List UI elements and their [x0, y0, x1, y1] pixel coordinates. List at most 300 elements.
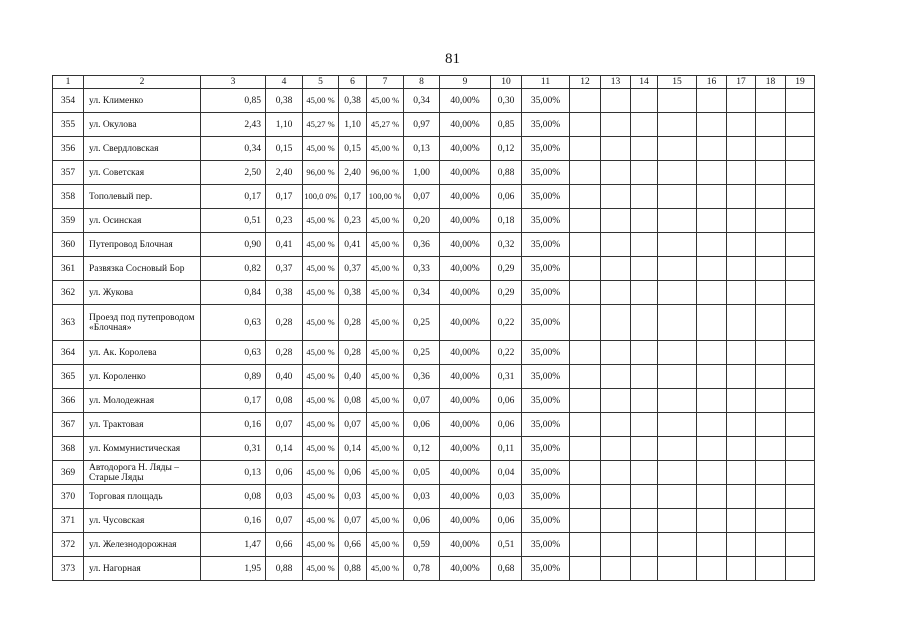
percent-col-11: 35,00%	[522, 437, 570, 461]
value-col-3: 0,34	[201, 137, 266, 161]
value-col-4: 0,38	[266, 281, 303, 305]
row-number: 365	[53, 365, 84, 389]
value-col-3: 0,51	[201, 209, 266, 233]
row-number: 354	[53, 89, 84, 113]
empty-cell-col-12	[570, 209, 601, 233]
percent-col-7: 45,00 %	[367, 281, 404, 305]
empty-cell-col-14	[631, 485, 658, 509]
column-header-9: 9	[440, 76, 491, 89]
value-col-10: 0,22	[491, 305, 522, 341]
empty-cell-col-17	[727, 137, 756, 161]
value-col-3: 1,47	[201, 533, 266, 557]
empty-cell-col-12	[570, 461, 601, 485]
column-header-7: 7	[367, 76, 404, 89]
empty-cell-col-18	[756, 113, 786, 137]
empty-cell-col-16	[697, 185, 727, 209]
empty-cell-col-14	[631, 533, 658, 557]
column-header-10: 10	[491, 76, 522, 89]
value-col-6: 0,15	[339, 137, 367, 161]
percent-col-5: 45,00 %	[303, 257, 339, 281]
empty-cell-col-19	[786, 137, 815, 161]
empty-cell-col-16	[697, 389, 727, 413]
percent-col-5: 45,00 %	[303, 461, 339, 485]
empty-cell-col-12	[570, 341, 601, 365]
percent-col-7: 96,00 %	[367, 161, 404, 185]
street-name: ул. Ак. Королева	[84, 341, 201, 365]
empty-cell-col-15	[658, 341, 697, 365]
percent-col-5: 45,00 %	[303, 533, 339, 557]
percent-col-7: 45,00 %	[367, 89, 404, 113]
empty-cell-col-19	[786, 209, 815, 233]
empty-cell-col-18	[756, 161, 786, 185]
value-col-4: 1,10	[266, 113, 303, 137]
percent-col-7: 45,00 %	[367, 137, 404, 161]
empty-cell-col-14	[631, 113, 658, 137]
empty-cell-col-17	[727, 281, 756, 305]
percent-col-9: 40,00%	[440, 161, 491, 185]
column-header-13: 13	[601, 76, 631, 89]
empty-cell-col-14	[631, 341, 658, 365]
empty-cell-col-15	[658, 437, 697, 461]
empty-cell-col-19	[786, 89, 815, 113]
empty-cell-col-17	[727, 437, 756, 461]
street-name: Проезд под путепроводом «Блочная»	[84, 305, 201, 341]
value-col-4: 0,14	[266, 437, 303, 461]
empty-cell-col-17	[727, 113, 756, 137]
street-name: ул. Окулова	[84, 113, 201, 137]
value-col-4: 0,07	[266, 413, 303, 437]
empty-cell-col-17	[727, 509, 756, 533]
empty-cell-col-18	[756, 341, 786, 365]
empty-cell-col-14	[631, 209, 658, 233]
empty-cell-col-15	[658, 209, 697, 233]
table-body	[53, 89, 815, 581]
column-header-11: 11	[522, 76, 570, 89]
value-col-6: 0,41	[339, 233, 367, 257]
value-col-6: 0,28	[339, 305, 367, 341]
street-name: ул. Трактовая	[84, 413, 201, 437]
percent-col-7: 45,00 %	[367, 341, 404, 365]
street-name: ул. Чусовская	[84, 509, 201, 533]
percent-col-9: 40,00%	[440, 509, 491, 533]
empty-cell-col-12	[570, 437, 601, 461]
empty-cell-col-17	[727, 305, 756, 341]
value-col-4: 0,08	[266, 389, 303, 413]
empty-cell-col-16	[697, 461, 727, 485]
percent-col-7: 45,00 %	[367, 533, 404, 557]
percent-col-5: 45,00 %	[303, 365, 339, 389]
value-col-10: 0,68	[491, 557, 522, 581]
empty-cell-col-18	[756, 557, 786, 581]
empty-cell-col-14	[631, 389, 658, 413]
empty-cell-col-14	[631, 365, 658, 389]
value-col-8: 0,34	[404, 89, 440, 113]
empty-cell-col-15	[658, 185, 697, 209]
empty-cell-col-14	[631, 305, 658, 341]
column-header-12: 12	[570, 76, 601, 89]
empty-cell-col-13	[601, 365, 631, 389]
value-col-8: 0,05	[404, 461, 440, 485]
empty-cell-col-12	[570, 161, 601, 185]
row-number: 366	[53, 389, 84, 413]
value-col-8: 0,07	[404, 389, 440, 413]
value-col-3: 1,95	[201, 557, 266, 581]
percent-col-5: 45,00 %	[303, 509, 339, 533]
value-col-4: 0,07	[266, 509, 303, 533]
empty-cell-col-17	[727, 233, 756, 257]
value-col-3: 0,16	[201, 413, 266, 437]
percent-col-11: 35,00%	[522, 305, 570, 341]
value-col-10: 0,88	[491, 161, 522, 185]
table-row	[53, 185, 815, 209]
table-row	[53, 305, 815, 341]
empty-cell-col-17	[727, 533, 756, 557]
empty-cell-col-15	[658, 89, 697, 113]
row-number: 363	[53, 305, 84, 341]
value-col-4: 0,17	[266, 185, 303, 209]
value-col-3: 0,89	[201, 365, 266, 389]
value-col-3: 0,82	[201, 257, 266, 281]
value-col-8: 0,59	[404, 533, 440, 557]
empty-cell-col-16	[697, 485, 727, 509]
empty-cell-col-16	[697, 89, 727, 113]
street-name: ул. Свердловская	[84, 137, 201, 161]
value-col-3: 0,63	[201, 341, 266, 365]
row-number: 362	[53, 281, 84, 305]
percent-col-9: 40,00%	[440, 257, 491, 281]
table-row	[53, 437, 815, 461]
row-number: 373	[53, 557, 84, 581]
value-col-6: 0,88	[339, 557, 367, 581]
empty-cell-col-17	[727, 389, 756, 413]
empty-cell-col-15	[658, 389, 697, 413]
empty-cell-col-13	[601, 161, 631, 185]
value-col-6: 2,40	[339, 161, 367, 185]
value-col-6: 0,40	[339, 365, 367, 389]
percent-col-7: 45,00 %	[367, 305, 404, 341]
percent-col-9: 40,00%	[440, 485, 491, 509]
value-col-3: 0,84	[201, 281, 266, 305]
value-col-3: 0,90	[201, 233, 266, 257]
percent-col-9: 40,00%	[440, 209, 491, 233]
empty-cell-col-13	[601, 185, 631, 209]
empty-cell-col-13	[601, 341, 631, 365]
empty-cell-col-15	[658, 365, 697, 389]
empty-cell-col-18	[756, 233, 786, 257]
street-name: Путепровод Блочная	[84, 233, 201, 257]
table-row	[53, 113, 815, 137]
empty-cell-col-19	[786, 305, 815, 341]
value-col-3: 0,16	[201, 509, 266, 533]
percent-col-9: 40,00%	[440, 185, 491, 209]
empty-cell-col-16	[697, 137, 727, 161]
column-header-2: 2	[84, 76, 201, 89]
empty-cell-col-15	[658, 533, 697, 557]
table-row	[53, 461, 815, 485]
value-col-8: 0,78	[404, 557, 440, 581]
percent-col-11: 35,00%	[522, 341, 570, 365]
row-number: 370	[53, 485, 84, 509]
empty-cell-col-15	[658, 281, 697, 305]
empty-cell-col-18	[756, 485, 786, 509]
percent-col-11: 35,00%	[522, 209, 570, 233]
column-header-1: 1	[53, 76, 84, 89]
value-col-3: 0,13	[201, 461, 266, 485]
value-col-6: 0,66	[339, 533, 367, 557]
value-col-6: 0,37	[339, 257, 367, 281]
percent-col-11: 35,00%	[522, 533, 570, 557]
percent-col-9: 40,00%	[440, 461, 491, 485]
table-row	[53, 137, 815, 161]
value-col-6: 0,07	[339, 509, 367, 533]
empty-cell-col-12	[570, 281, 601, 305]
percent-col-7: 45,00 %	[367, 437, 404, 461]
empty-cell-col-18	[756, 305, 786, 341]
value-col-10: 0,29	[491, 257, 522, 281]
percent-col-5: 45,00 %	[303, 437, 339, 461]
empty-cell-col-15	[658, 305, 697, 341]
empty-cell-col-16	[697, 257, 727, 281]
percent-col-5: 45,00 %	[303, 233, 339, 257]
empty-cell-col-13	[601, 281, 631, 305]
percent-col-5: 45,00 %	[303, 485, 339, 509]
row-number: 357	[53, 161, 84, 185]
empty-cell-col-17	[727, 209, 756, 233]
street-name: ул. Железнодорожная	[84, 533, 201, 557]
empty-cell-col-17	[727, 485, 756, 509]
empty-cell-col-17	[727, 185, 756, 209]
empty-cell-col-14	[631, 461, 658, 485]
empty-cell-col-17	[727, 365, 756, 389]
empty-cell-col-15	[658, 413, 697, 437]
percent-col-9: 40,00%	[440, 365, 491, 389]
value-col-8: 0,20	[404, 209, 440, 233]
street-name: ул. Осинская	[84, 209, 201, 233]
empty-cell-col-18	[756, 137, 786, 161]
street-name: ул. Советская	[84, 161, 201, 185]
column-header-15: 15	[658, 76, 697, 89]
value-col-10: 0,12	[491, 137, 522, 161]
percent-col-11: 35,00%	[522, 113, 570, 137]
value-col-8: 0,25	[404, 305, 440, 341]
table-row	[53, 509, 815, 533]
empty-cell-col-19	[786, 389, 815, 413]
empty-cell-col-19	[786, 113, 815, 137]
empty-cell-col-18	[756, 389, 786, 413]
empty-cell-col-16	[697, 557, 727, 581]
empty-cell-col-15	[658, 485, 697, 509]
percent-col-5: 45,00 %	[303, 137, 339, 161]
value-col-6: 0,03	[339, 485, 367, 509]
empty-cell-col-18	[756, 185, 786, 209]
value-col-8: 0,36	[404, 233, 440, 257]
value-col-3: 0,31	[201, 437, 266, 461]
percent-col-7: 45,00 %	[367, 257, 404, 281]
percent-col-7: 45,00 %	[367, 509, 404, 533]
empty-cell-col-16	[697, 533, 727, 557]
empty-cell-col-14	[631, 233, 658, 257]
empty-cell-col-12	[570, 113, 601, 137]
empty-cell-col-16	[697, 341, 727, 365]
value-col-10: 0,32	[491, 233, 522, 257]
value-col-6: 0,38	[339, 281, 367, 305]
percent-col-9: 40,00%	[440, 437, 491, 461]
empty-cell-col-19	[786, 341, 815, 365]
column-header-18: 18	[756, 76, 786, 89]
empty-cell-col-19	[786, 533, 815, 557]
street-name: Торговая площадь	[84, 485, 201, 509]
table-row	[53, 257, 815, 281]
value-col-4: 2,40	[266, 161, 303, 185]
percent-col-5: 100,0 0%	[303, 185, 339, 209]
empty-cell-col-19	[786, 281, 815, 305]
percent-col-7: 45,00 %	[367, 485, 404, 509]
value-col-3: 2,43	[201, 113, 266, 137]
value-col-4: 0,41	[266, 233, 303, 257]
empty-cell-col-14	[631, 413, 658, 437]
percent-col-7: 45,27 %	[367, 113, 404, 137]
empty-cell-col-17	[727, 257, 756, 281]
percent-col-11: 35,00%	[522, 233, 570, 257]
empty-cell-col-13	[601, 413, 631, 437]
value-col-8: 1,00	[404, 161, 440, 185]
percent-col-11: 35,00%	[522, 413, 570, 437]
value-col-10: 0,18	[491, 209, 522, 233]
value-col-8: 0,13	[404, 137, 440, 161]
empty-cell-col-18	[756, 509, 786, 533]
value-col-6: 0,07	[339, 413, 367, 437]
empty-cell-col-14	[631, 185, 658, 209]
column-header-17: 17	[727, 76, 756, 89]
empty-cell-col-18	[756, 461, 786, 485]
empty-cell-col-16	[697, 233, 727, 257]
empty-cell-col-19	[786, 509, 815, 533]
value-col-10: 0,30	[491, 89, 522, 113]
empty-cell-col-12	[570, 257, 601, 281]
empty-cell-col-12	[570, 413, 601, 437]
value-col-6: 0,06	[339, 461, 367, 485]
value-col-8: 0,03	[404, 485, 440, 509]
column-header-14: 14	[631, 76, 658, 89]
value-col-10: 0,11	[491, 437, 522, 461]
empty-cell-col-13	[601, 209, 631, 233]
empty-cell-col-12	[570, 233, 601, 257]
value-col-4: 0,40	[266, 365, 303, 389]
empty-cell-col-19	[786, 461, 815, 485]
row-number: 360	[53, 233, 84, 257]
percent-col-11: 35,00%	[522, 389, 570, 413]
table-row	[53, 233, 815, 257]
value-col-10: 0,06	[491, 185, 522, 209]
column-header-16: 16	[697, 76, 727, 89]
street-name: Развязка Сосновый Бор	[84, 257, 201, 281]
street-name: Тополевый пер.	[84, 185, 201, 209]
column-header-3: 3	[201, 76, 266, 89]
empty-cell-col-18	[756, 281, 786, 305]
table-row	[53, 533, 815, 557]
table-row	[53, 485, 815, 509]
empty-cell-col-13	[601, 305, 631, 341]
empty-cell-col-18	[756, 209, 786, 233]
percent-col-9: 40,00%	[440, 281, 491, 305]
value-col-6: 0,23	[339, 209, 367, 233]
row-number: 367	[53, 413, 84, 437]
value-col-4: 0,03	[266, 485, 303, 509]
percent-col-5: 45,00 %	[303, 89, 339, 113]
empty-cell-col-17	[727, 461, 756, 485]
street-name: ул. Короленко	[84, 365, 201, 389]
value-col-3: 2,50	[201, 161, 266, 185]
percent-col-7: 45,00 %	[367, 413, 404, 437]
empty-cell-col-12	[570, 389, 601, 413]
value-col-3: 0,17	[201, 389, 266, 413]
empty-cell-col-12	[570, 533, 601, 557]
value-col-8: 0,12	[404, 437, 440, 461]
percent-col-9: 40,00%	[440, 557, 491, 581]
street-name: Автодорога Н. Ляды – Старые Ляды	[84, 461, 201, 485]
header-row	[53, 76, 815, 89]
empty-cell-col-16	[697, 365, 727, 389]
empty-cell-col-14	[631, 281, 658, 305]
empty-cell-col-19	[786, 161, 815, 185]
percent-col-5: 45,00 %	[303, 281, 339, 305]
value-col-10: 0,22	[491, 341, 522, 365]
empty-cell-col-15	[658, 113, 697, 137]
table-row	[53, 209, 815, 233]
empty-cell-col-16	[697, 305, 727, 341]
value-col-4: 0,66	[266, 533, 303, 557]
table-row	[53, 413, 815, 437]
empty-cell-col-16	[697, 413, 727, 437]
empty-cell-col-19	[786, 485, 815, 509]
empty-cell-col-14	[631, 137, 658, 161]
table-row	[53, 365, 815, 389]
empty-cell-col-16	[697, 209, 727, 233]
empty-cell-col-19	[786, 557, 815, 581]
value-col-8: 0,25	[404, 341, 440, 365]
column-header-4: 4	[266, 76, 303, 89]
empty-cell-col-13	[601, 533, 631, 557]
percent-col-11: 35,00%	[522, 365, 570, 389]
empty-cell-col-13	[601, 557, 631, 581]
column-header-6: 6	[339, 76, 367, 89]
empty-cell-col-14	[631, 161, 658, 185]
percent-col-9: 40,00%	[440, 89, 491, 113]
empty-cell-col-19	[786, 413, 815, 437]
percent-col-5: 96,00 %	[303, 161, 339, 185]
empty-cell-col-13	[601, 485, 631, 509]
percent-col-11: 35,00%	[522, 161, 570, 185]
percent-col-9: 40,00%	[440, 533, 491, 557]
value-col-3: 0,17	[201, 185, 266, 209]
value-col-6: 0,14	[339, 437, 367, 461]
percent-col-9: 40,00%	[440, 305, 491, 341]
empty-cell-col-14	[631, 437, 658, 461]
empty-cell-col-12	[570, 137, 601, 161]
empty-cell-col-18	[756, 437, 786, 461]
value-col-4: 0,28	[266, 305, 303, 341]
value-col-8: 0,33	[404, 257, 440, 281]
empty-cell-col-13	[601, 437, 631, 461]
percent-col-11: 35,00%	[522, 257, 570, 281]
value-col-8: 0,07	[404, 185, 440, 209]
column-header-8: 8	[404, 76, 440, 89]
value-col-10: 0,04	[491, 461, 522, 485]
empty-cell-col-17	[727, 89, 756, 113]
empty-cell-col-16	[697, 509, 727, 533]
value-col-4: 0,28	[266, 341, 303, 365]
empty-cell-col-15	[658, 557, 697, 581]
